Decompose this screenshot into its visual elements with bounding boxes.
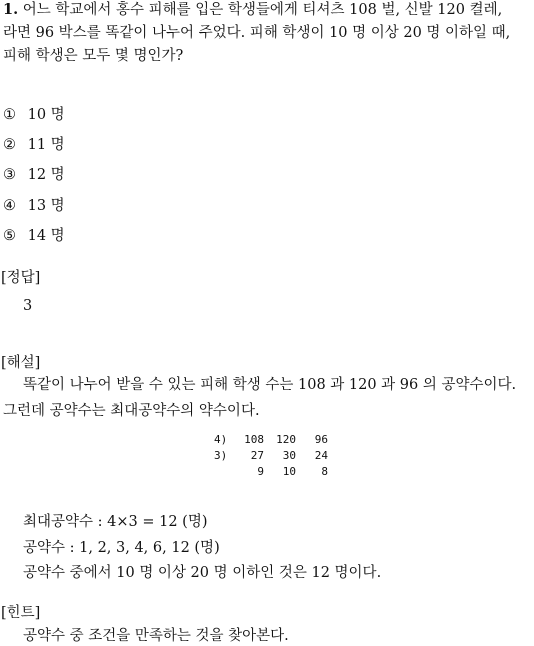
explanation-line-2: 그런데 공약수는 최대공약수의 약수이다. [3,403,260,419]
choice-1-mark: ① [3,107,16,123]
choice-4[interactable] [3,196,65,216]
divisor: 4) [214,433,228,446]
division-row-1 [214,432,328,448]
choice-3-mark: ③ [3,167,16,183]
question-line-1 [3,0,502,20]
choice-2[interactable] [3,135,65,155]
answer-heading: [정답] [1,270,41,286]
choice-3[interactable] [3,165,65,185]
division-cell: 30 [282,449,296,462]
division-cell: 96 [314,433,328,446]
divisors-line: 공약수 : 1, 2, 3, 4, 6, 12 (명) [23,540,220,556]
choice-5-text: 14 명 [27,228,65,244]
division-cell: 27 [250,449,264,462]
choice-1-text: 10 명 [27,107,65,123]
conclusion-line: 공약수 중에서 10 명 이상 20 명 이하인 것은 12 명이다. [23,565,382,581]
division-row-2 [214,448,328,464]
question-line-2: 라면 96 박스를 똑같이 나누어 주었다. 피해 학생이 10 명 이상 20 명 이하일 때, [3,25,511,41]
division-cell: 9 [257,465,264,478]
question-text-1: 어느 학교에서 홍수 피해를 입은 학생들에게 티셔츠 108 벌, 신발 120 켤레, [22,2,503,18]
choice-5-mark: ⑤ [3,228,16,244]
explanation-heading: [해설] [1,355,41,371]
divisor [214,464,232,480]
division-cell: 24 [314,449,328,462]
choice-1[interactable] [3,105,65,125]
division-cell: 120 [276,433,296,446]
question-line-3: 피해 학생은 모두 몇 명인가? [3,48,184,64]
question-number: 1. [3,1,19,18]
choice-2-mark: ② [3,137,16,153]
choice-4-text: 13 명 [27,198,65,214]
division-cell: 8 [321,465,328,478]
division-ladder [214,432,328,480]
explanation-line-1: 똑같이 나누어 받을 수 있는 피해 학생 수는 108 과 120 과 96 의 공약수이다. [23,377,517,393]
choice-2-text: 11 명 [27,137,65,153]
division-cell: 10 [282,465,296,478]
divisor: 3) [214,449,228,462]
division-row-3 [214,464,328,480]
hint-text: 공약수 중 조건을 만족하는 것을 찾아본다. [23,628,289,644]
choice-5[interactable] [3,226,65,246]
choice-3-text: 12 명 [27,167,65,183]
division-cell: 108 [244,433,264,446]
gcd-line: 최대공약수 : 4×3 = 12 (명) [23,514,208,530]
choice-4-mark: ④ [3,198,16,214]
answer-value: 3 [23,298,33,314]
hint-heading: [힌트] [1,605,41,621]
